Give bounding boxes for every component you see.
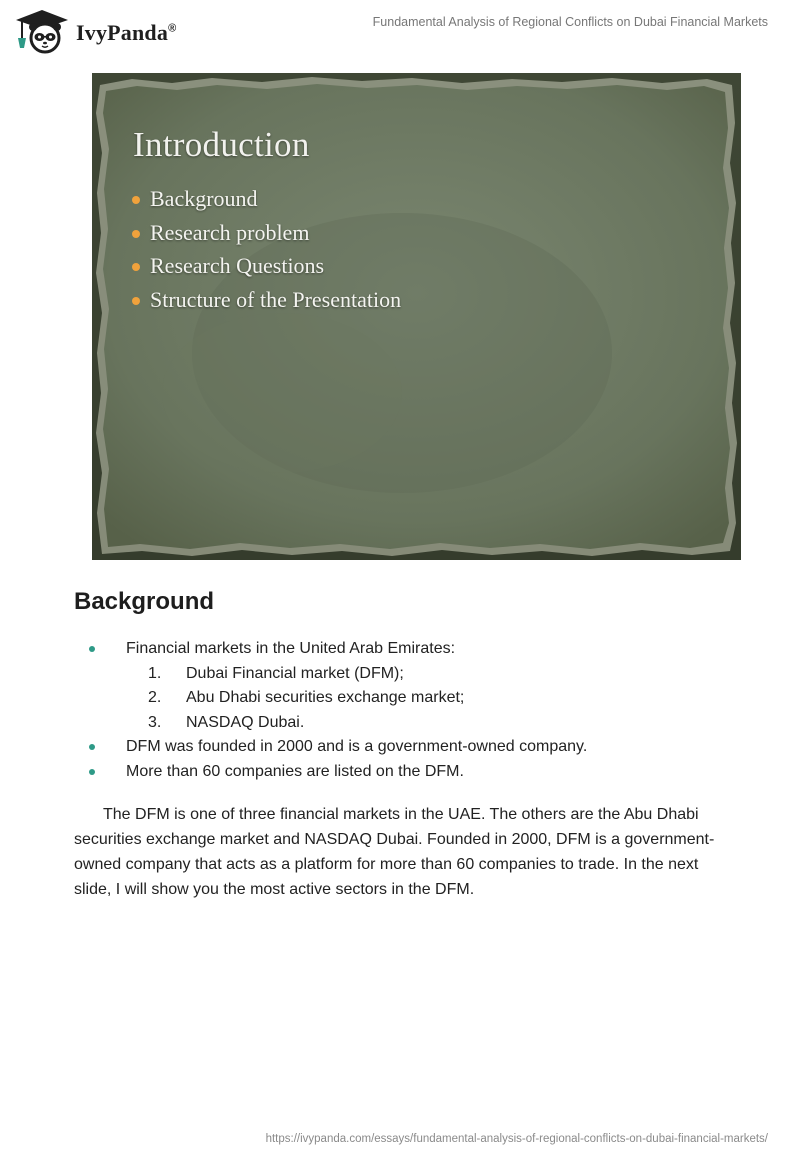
bullet-dot-icon	[89, 646, 95, 652]
panda-graduate-icon	[14, 8, 70, 54]
bullet-dot-icon	[132, 196, 140, 204]
section-heading: Background	[74, 588, 215, 615]
slide-bullet-list	[132, 184, 401, 318]
source-url-link[interactable]: https://ivypanda.com/essays/fundamental-analysis-of-regional-conflicts-on-dubai-financial-markets/	[265, 1133, 768, 1145]
ivypanda-logo[interactable]	[14, 8, 176, 54]
slide-title: Introduction	[133, 125, 310, 164]
sub-list-item: 2. Abu Dhabi securities exchange market;	[148, 689, 465, 706]
slide-image	[92, 73, 741, 560]
bullet-dot-icon	[89, 744, 95, 750]
list-item: Financial markets in the United Arab Emirates: 1. Dubai Financial market (DFM); 2. Abu Dhabi securities exchange market; 3. NASDAQ Dubai.	[88, 637, 587, 735]
bullet-dot-icon	[132, 230, 140, 238]
page-header	[0, 0, 800, 60]
brand-name: IvyPanda®	[76, 20, 177, 45]
bullet-dot-icon	[132, 263, 140, 271]
slide-content	[92, 73, 741, 560]
slide-bullet-item: Background	[132, 184, 401, 218]
list-item: DFM was founded in 2000 and is a government-owned company.	[88, 735, 587, 760]
slide-bullet-item: Research problem	[132, 218, 401, 252]
bullet-dot-icon	[89, 769, 95, 775]
body-paragraph: The DFM is one of three financial markets in the UAE. The others are the Abu Dhabi securities exchange market and NASDAQ Dubai. Founded in 2000, DFM is a government-owned company that acts as a platform for more than 60 companies to trade. In the next slide, I will show you the most active sectors in the DFM.	[74, 806, 715, 898]
numbered-sublist	[126, 662, 587, 736]
slide-bullet-item: Structure of the Presentation	[132, 285, 401, 319]
bullet-dot-icon	[132, 297, 140, 305]
sub-list-item: 1. Dubai Financial market (DFM);	[148, 664, 404, 682]
background-bullet-list	[88, 637, 587, 784]
list-item: More than 60 companies are listed on the DFM.	[88, 760, 587, 785]
slide-bullet-item: Research Questions	[132, 251, 401, 285]
sub-list-item: 3. NASDAQ Dubai.	[148, 713, 305, 731]
document-title: Fundamental Analysis of Regional Conflicts on Dubai Financial Markets	[372, 15, 768, 29]
